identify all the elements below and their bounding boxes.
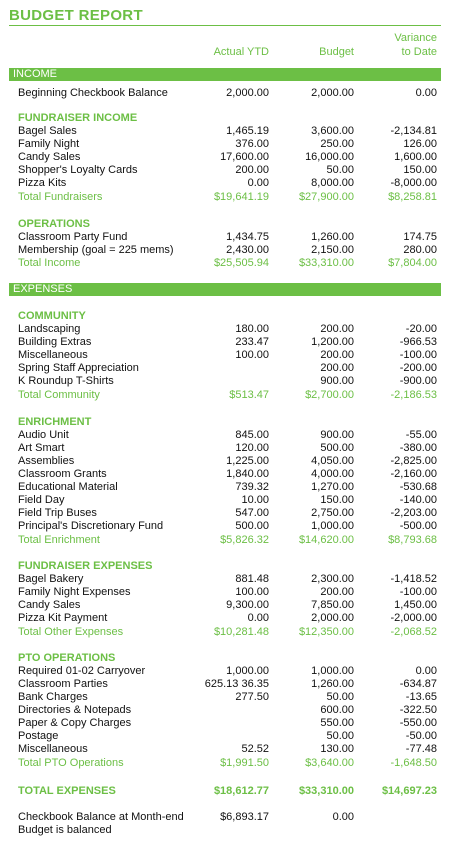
variance-value: -2,134.81: [390, 125, 437, 137]
row-label: Family Night Expenses: [18, 586, 131, 598]
budget-value: 50.00: [326, 691, 354, 703]
actual-ytd-value: 845.00: [235, 429, 269, 441]
table-row: [0, 573, 450, 586]
table-row: [0, 704, 450, 717]
budget-value: 2,000.00: [311, 612, 354, 624]
budget-value: $33,310.00: [298, 785, 354, 797]
table-row: [0, 507, 450, 520]
title-rule: [9, 25, 441, 26]
actual-ytd-value: 233.47: [235, 336, 269, 348]
variance-value: -550.00: [399, 717, 437, 729]
row-label: Principal's Discretionary Fund: [18, 520, 164, 532]
variance-value: 126.00: [403, 138, 437, 150]
budget-value: 2,750.00: [311, 507, 354, 519]
table-row: [0, 125, 450, 138]
actual-ytd-value: 52.52: [241, 743, 269, 755]
actual-ytd-value: 120.00: [235, 442, 269, 454]
section-heading: [0, 218, 450, 231]
table-row: [0, 244, 450, 257]
row-label: Pizza Kit Payment: [18, 612, 108, 624]
actual-ytd-value: 1,000.00: [226, 665, 269, 677]
table-row: [0, 468, 450, 481]
variance-value: -100.00: [399, 586, 437, 598]
actual-ytd-value: $10,281.48: [213, 626, 269, 638]
table-row: [0, 824, 450, 837]
actual-ytd-value: 277.50: [235, 691, 269, 703]
budget-value: 4,050.00: [311, 455, 354, 467]
row-label: Total Fundraisers: [18, 191, 103, 203]
actual-ytd-value: 547.00: [235, 507, 269, 519]
column-header-variance-line1: Variance: [394, 32, 437, 44]
table-row: [0, 691, 450, 704]
total-row: [0, 389, 450, 402]
actual-ytd-value: 1,225.00: [226, 455, 269, 467]
band-expenses: EXPENSES: [9, 283, 441, 296]
actual-ytd-value: $25,505.94: [213, 257, 269, 269]
budget-value: 4,000.00: [311, 468, 354, 480]
budget-value: 50.00: [326, 730, 354, 742]
actual-ytd-value: 180.00: [235, 323, 269, 335]
band-income: INCOME: [9, 68, 441, 81]
table-row: [0, 429, 450, 442]
row-label: Total Other Expenses: [18, 626, 124, 638]
budget-value: 900.00: [320, 429, 354, 441]
variance-value: -8,000.00: [390, 177, 437, 189]
table-row: [0, 442, 450, 455]
table-row: [0, 717, 450, 730]
variance-value: $7,804.00: [388, 257, 437, 269]
variance-value: -380.00: [399, 442, 437, 454]
variance-value: -20.00: [405, 323, 437, 335]
row-label: Audio Unit: [18, 429, 69, 441]
row-label: Classroom Grants: [18, 468, 107, 480]
table-row: [0, 520, 450, 533]
actual-ytd-value: 200.00: [235, 164, 269, 176]
budget-value: 50.00: [326, 164, 354, 176]
table-row: [0, 665, 450, 678]
budget-value: $12,350.00: [298, 626, 354, 638]
table-row: [0, 138, 450, 151]
row-label: FUNDRAISER EXPENSES: [18, 560, 153, 572]
variance-value: -634.87: [399, 678, 437, 690]
budget-value: 150.00: [320, 494, 354, 506]
row-label: FUNDRAISER INCOME: [18, 112, 138, 124]
budget-value: 500.00: [320, 442, 354, 454]
row-label: Art Smart: [18, 442, 65, 454]
budget-value: 200.00: [320, 349, 354, 361]
variance-value: -13.65: [405, 691, 437, 703]
variance-value: 1,450.00: [394, 599, 437, 611]
table-row: [0, 743, 450, 756]
actual-ytd-value: $18,612.77: [213, 785, 269, 797]
variance-value: 0.00: [415, 665, 437, 677]
variance-value: -55.00: [405, 429, 437, 441]
row-label: Family Night: [18, 138, 80, 150]
table-row: [0, 349, 450, 362]
table-row: [0, 164, 450, 177]
actual-ytd-value: 881.48: [235, 573, 269, 585]
budget-value: 130.00: [320, 743, 354, 755]
variance-value: -1,418.52: [390, 573, 437, 585]
report-title: BUDGET REPORT: [9, 7, 143, 24]
variance-value: $14,697.23: [381, 785, 437, 797]
row-label: K Roundup T-Shirts: [18, 375, 114, 387]
table-row: [0, 599, 450, 612]
row-label: Checkbook Balance at Month-end: [18, 811, 184, 823]
table-row: [0, 586, 450, 599]
total-row: [0, 757, 450, 770]
budget-value: 3,600.00: [311, 125, 354, 137]
row-label: Bagel Bakery: [18, 573, 84, 585]
table-row: [0, 375, 450, 388]
budget-value: 2,000.00: [311, 87, 354, 99]
row-label: Miscellaneous: [18, 743, 88, 755]
row-label: Building Extras: [18, 336, 92, 348]
variance-value: -1,648.50: [390, 757, 437, 769]
total-row: [0, 257, 450, 270]
actual-ytd-value: $6,893.17: [220, 811, 269, 823]
column-header-budget: Budget: [319, 46, 354, 58]
actual-ytd-value: 1,434.75: [226, 231, 269, 243]
variance-value: -2,825.00: [390, 455, 437, 467]
budget-value: 1,260.00: [311, 678, 354, 690]
actual-ytd-value: $513.47: [229, 389, 269, 401]
budget-value: 600.00: [320, 704, 354, 716]
row-label: Candy Sales: [18, 151, 81, 163]
section-heading: [0, 652, 450, 665]
variance-value: -322.50: [399, 704, 437, 716]
budget-value: 1,000.00: [311, 665, 354, 677]
row-label: Total Income: [18, 257, 81, 269]
variance-value: -530.68: [399, 481, 437, 493]
actual-ytd-value: 0.00: [247, 612, 269, 624]
budget-value: $3,640.00: [305, 757, 354, 769]
budget-value: 250.00: [320, 138, 354, 150]
table-row: [0, 730, 450, 743]
row-label: ENRICHMENT: [18, 416, 92, 428]
variance-value: -140.00: [399, 494, 437, 506]
actual-ytd-value: 100.00: [235, 349, 269, 361]
row-label: Membership (goal = 225 mems): [18, 244, 174, 256]
row-label: Required 01-02 Carryover: [18, 665, 146, 677]
budget-value: 2,150.00: [311, 244, 354, 256]
section-heading: [0, 416, 450, 429]
actual-ytd-value: $19,641.19: [213, 191, 269, 203]
row-label: Classroom Party Fund: [18, 231, 128, 243]
budget-value: 1,270.00: [311, 481, 354, 493]
table-row: [0, 323, 450, 336]
variance-value: 280.00: [403, 244, 437, 256]
budget-value: $27,900.00: [298, 191, 354, 203]
budget-value: $14,620.00: [298, 534, 354, 546]
row-label: Educational Material: [18, 481, 118, 493]
table-row: [0, 336, 450, 349]
row-label: Field Day: [18, 494, 65, 506]
row-label: Bank Charges: [18, 691, 88, 703]
budget-value: 550.00: [320, 717, 354, 729]
actual-ytd-value: 10.00: [241, 494, 269, 506]
section-heading: [0, 310, 450, 323]
budget-value: 200.00: [320, 323, 354, 335]
table-row: [0, 177, 450, 190]
variance-value: -100.00: [399, 349, 437, 361]
budget-value: 200.00: [320, 362, 354, 374]
row-label: Total PTO Operations: [18, 757, 124, 769]
variance-value: -50.00: [405, 730, 437, 742]
budget-value: $2,700.00: [305, 389, 354, 401]
row-label: Postage: [18, 730, 59, 742]
actual-ytd-value: 2,430.00: [226, 244, 269, 256]
budget-value: 8,000.00: [311, 177, 354, 189]
budget-value: 900.00: [320, 375, 354, 387]
actual-ytd-value: 1,840.00: [226, 468, 269, 480]
budget-value: 7,850.00: [311, 599, 354, 611]
variance-value: -2,160.00: [390, 468, 437, 480]
row-label: Spring Staff Appreciation: [18, 362, 139, 374]
row-label: Pizza Kits: [18, 177, 67, 189]
variance-value: -2,068.52: [390, 626, 437, 638]
row-label: Paper & Copy Charges: [18, 717, 132, 729]
table-row: [0, 494, 450, 507]
row-label: Budget is balanced: [18, 824, 112, 836]
table-row: [0, 455, 450, 468]
budget-value: 1,260.00: [311, 231, 354, 243]
actual-ytd-value: 625.13 36.35: [204, 678, 269, 690]
variance-value: -2,000.00: [390, 612, 437, 624]
row-label: Shopper's Loyalty Cards: [18, 164, 138, 176]
actual-ytd-value: 0.00: [247, 177, 269, 189]
actual-ytd-value: 100.00: [235, 586, 269, 598]
variance-value: 0.00: [415, 87, 437, 99]
actual-ytd-value: $1,991.50: [220, 757, 269, 769]
variance-value: -200.00: [399, 362, 437, 374]
table-row: [0, 678, 450, 691]
variance-value: -900.00: [399, 375, 437, 387]
budget-value: 2,300.00: [311, 573, 354, 585]
variance-value: -500.00: [399, 520, 437, 532]
total-row: [0, 534, 450, 547]
row-label: Candy Sales: [18, 599, 81, 611]
table-row: [0, 231, 450, 244]
variance-value: -77.48: [405, 743, 437, 755]
actual-ytd-value: 2,000.00: [226, 87, 269, 99]
row-label: OPERATIONS: [18, 218, 90, 230]
budget-value: $33,310.00: [298, 257, 354, 269]
budget-value: 1,000.00: [311, 520, 354, 532]
row-label: Landscaping: [18, 323, 81, 335]
actual-ytd-value: 500.00: [235, 520, 269, 532]
variance-value: 150.00: [403, 164, 437, 176]
row-label: Assemblies: [18, 455, 75, 467]
actual-ytd-value: 17,600.00: [220, 151, 269, 163]
column-header-variance: [394, 31, 437, 59]
actual-ytd-value: 376.00: [235, 138, 269, 150]
section-heading: [0, 112, 450, 125]
table-row: [0, 612, 450, 625]
budget-value: 0.00: [332, 811, 354, 823]
variance-value: 174.75: [403, 231, 437, 243]
row-label: Beginning Checkbook Balance: [18, 87, 168, 99]
row-label: PTO OPERATIONS: [18, 652, 116, 664]
row-label: Total Community: [18, 389, 100, 401]
row-label: Directories & Notepads: [18, 704, 132, 716]
table-row: [0, 87, 450, 100]
row-label: TOTAL EXPENSES: [18, 785, 116, 797]
row-label: Miscellaneous: [18, 349, 88, 361]
row-label: Total Enrichment: [18, 534, 100, 546]
table-row: [0, 362, 450, 375]
variance-value: -2,203.00: [390, 507, 437, 519]
table-row: [0, 151, 450, 164]
table-row: [0, 481, 450, 494]
actual-ytd-value: 739.32: [235, 481, 269, 493]
actual-ytd-value: 9,300.00: [226, 599, 269, 611]
variance-value: -2,186.53: [390, 389, 437, 401]
variance-value: 1,600.00: [394, 151, 437, 163]
actual-ytd-value: $5,826.32: [220, 534, 269, 546]
section-heading: [0, 560, 450, 573]
total-row: [0, 785, 450, 798]
total-row: [0, 191, 450, 204]
variance-value: -966.53: [399, 336, 437, 348]
column-header-variance-line2: to Date: [401, 46, 437, 58]
actual-ytd-value: 1,465.19: [226, 125, 269, 137]
budget-value: 200.00: [320, 586, 354, 598]
column-header-actual: Actual YTD: [213, 46, 269, 58]
variance-value: $8,258.81: [388, 191, 437, 203]
row-label: Bagel Sales: [18, 125, 77, 137]
row-label: Field Trip Buses: [18, 507, 97, 519]
total-row: [0, 626, 450, 639]
budget-value: 16,000.00: [305, 151, 354, 163]
variance-value: $8,793.68: [388, 534, 437, 546]
budget-value: 1,200.00: [311, 336, 354, 348]
table-row: [0, 811, 450, 824]
row-label: COMMUNITY: [18, 310, 86, 322]
row-label: Classroom Parties: [18, 678, 108, 690]
